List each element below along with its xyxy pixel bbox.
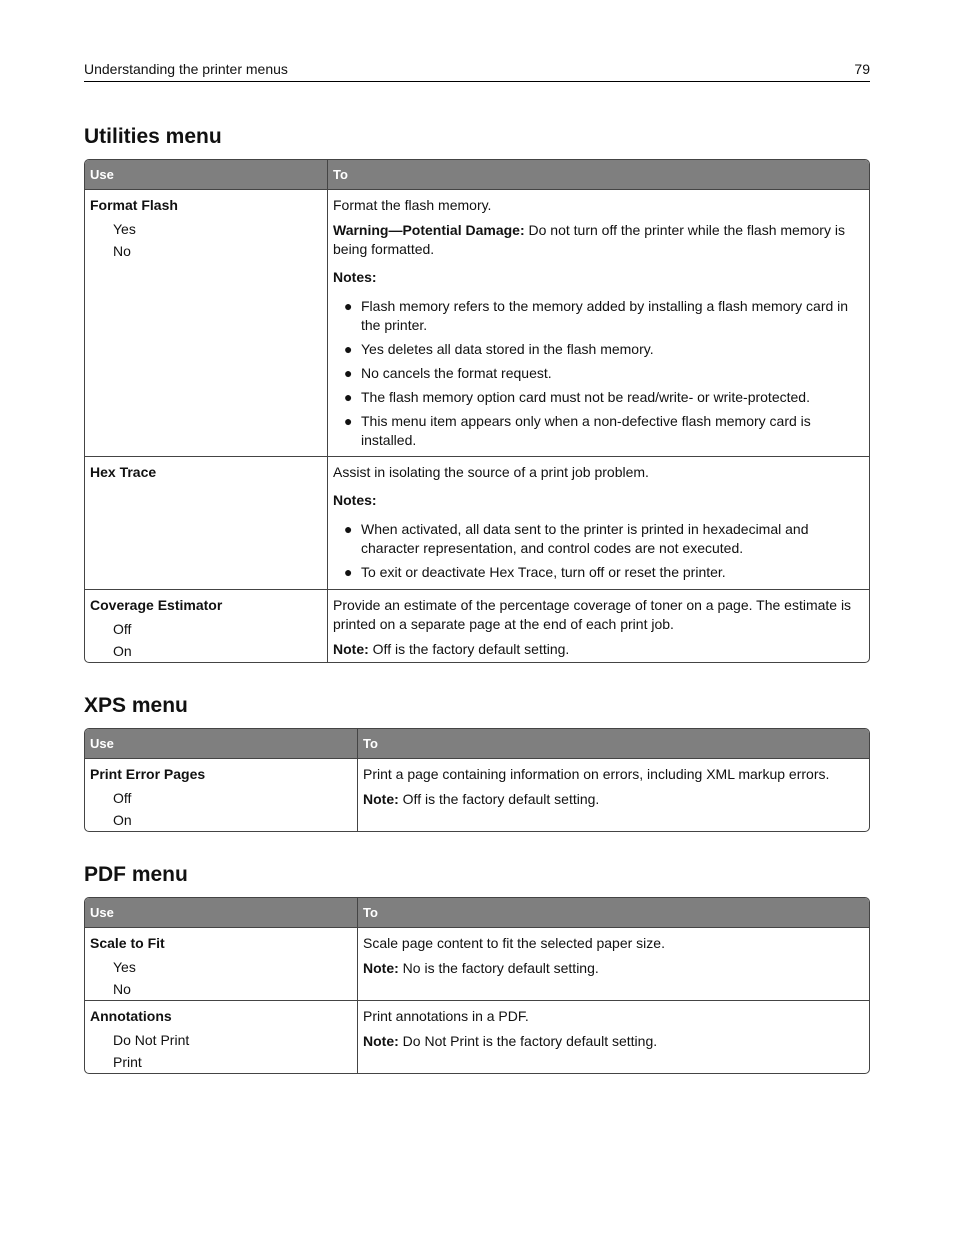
column-header-use: Use [85, 160, 328, 189]
notes-list [333, 520, 864, 582]
list-item: ● To exit or deactivate Hex Trace, turn off or reset the printer. [344, 564, 726, 580]
bullet-icon: ● [344, 564, 353, 580]
bullet-icon: ● [344, 521, 353, 537]
menu-option: Yes [113, 221, 136, 237]
use-cell [85, 457, 328, 589]
menu-option: Print [113, 1054, 142, 1070]
table-row-print-error-pages [85, 758, 869, 831]
note-text: Off is the factory default setting. [398, 791, 600, 807]
description: Format the flash memory. [333, 197, 492, 213]
bullet-icon: ● [344, 413, 353, 429]
use-cell [85, 1001, 358, 1073]
running-header-title: Understanding the printer menus [84, 61, 288, 77]
note-label: Note: [363, 791, 399, 807]
pdf-menu-table [84, 897, 870, 1074]
list-item: ● No cancels the format request. [344, 365, 552, 381]
notes-list [333, 297, 864, 450]
menu-option: No [113, 981, 131, 997]
menu-item-name: Coverage Estimator [90, 597, 223, 613]
warning-label: Warning—Potential Damage: [333, 222, 525, 238]
use-cell [85, 190, 328, 456]
note [333, 640, 864, 659]
warning-text: Do not turn off the printer while the flash memory is being formatted. [333, 222, 845, 257]
menu-item-name: Annotations [90, 1008, 172, 1024]
to-cell [358, 928, 869, 1000]
table-row-annotations [85, 1000, 869, 1073]
note [363, 959, 864, 978]
pdf-menu-heading: PDF menu [84, 863, 188, 886]
column-header-to: To [363, 736, 378, 751]
use-cell [85, 590, 328, 662]
menu-item-name: Print Error Pages [90, 766, 206, 782]
warning [333, 221, 864, 259]
table-header [85, 160, 869, 189]
running-header [84, 59, 870, 82]
table-row-coverage-estimator [85, 589, 869, 662]
menu-item-name: Hex Trace [90, 464, 157, 480]
menu-option: Off [113, 621, 132, 637]
note-text: Do Not Print is the factory default setting. [398, 1033, 658, 1049]
use-cell [85, 928, 358, 1000]
utilities-menu-heading: Utilities menu [84, 125, 222, 148]
table-header [85, 729, 869, 758]
xps-menu-heading: XPS menu [84, 694, 188, 717]
page-number: 79 [854, 61, 870, 77]
to-cell [358, 759, 869, 831]
column-header-to: To [363, 905, 378, 920]
column-header-use: Use [85, 729, 358, 758]
note [363, 790, 864, 809]
note-label: Note: [363, 1033, 399, 1049]
menu-item-name: Scale to Fit [90, 935, 165, 951]
menu-option: Yes [113, 959, 136, 975]
utilities-menu-table [84, 159, 870, 663]
table-row-hex-trace [85, 456, 869, 589]
list-item: ● When activated, all data sent to the printer is printed in hexadecimal and character representation, and control codes are not executed. [344, 521, 809, 556]
table-header [85, 898, 869, 927]
notes-label: Notes: [333, 492, 377, 508]
note-label: Note: [363, 960, 399, 976]
bullet-icon: ● [344, 365, 353, 381]
xps-menu-table [84, 728, 870, 832]
note [363, 1032, 864, 1051]
description: Provide an estimate of the percentage coverage of toner on a page. The estimate is printed on a separate page at the end of each print job. [333, 597, 852, 632]
list-item: ● This menu item appears only when a non-defective flash memory card is installed. [344, 413, 811, 448]
bullet-icon: ● [344, 298, 353, 314]
list-item: ● Yes deletes all data stored in the flash memory. [344, 341, 654, 357]
menu-option: On [113, 812, 132, 828]
note-label: Note: [333, 641, 369, 657]
list-item: ● Flash memory refers to the memory added by installing a flash memory card in the printer. [344, 298, 849, 333]
column-header-use: Use [85, 898, 358, 927]
description: Scale page content to fit the selected paper size. [363, 935, 665, 951]
note-text: Off is the factory default setting. [368, 641, 570, 657]
table-row-format-flash [85, 189, 869, 456]
column-header-to: To [333, 167, 348, 182]
to-cell [328, 590, 869, 662]
description: Print annotations in a PDF. [363, 1008, 529, 1024]
menu-option: No [113, 243, 131, 259]
use-cell [85, 759, 358, 831]
menu-item-name: Format Flash [90, 197, 178, 213]
menu-option: Off [113, 790, 132, 806]
bullet-icon: ● [344, 389, 353, 405]
description: Assist in isolating the source of a print job problem. [333, 464, 649, 480]
to-cell [328, 457, 869, 589]
bullet-icon: ● [344, 341, 353, 357]
table-row-scale-to-fit [85, 927, 869, 1000]
note-text: No is the factory default setting. [398, 960, 599, 976]
description: Print a page containing information on errors, including XML markup errors. [363, 766, 830, 782]
list-item: ● The flash memory option card must not be read/write- or write-protected. [344, 389, 810, 405]
to-cell [328, 190, 869, 456]
menu-option: On [113, 643, 132, 659]
notes-label: Notes: [333, 269, 377, 285]
menu-option: Do Not Print [113, 1032, 190, 1048]
to-cell [358, 1001, 869, 1073]
